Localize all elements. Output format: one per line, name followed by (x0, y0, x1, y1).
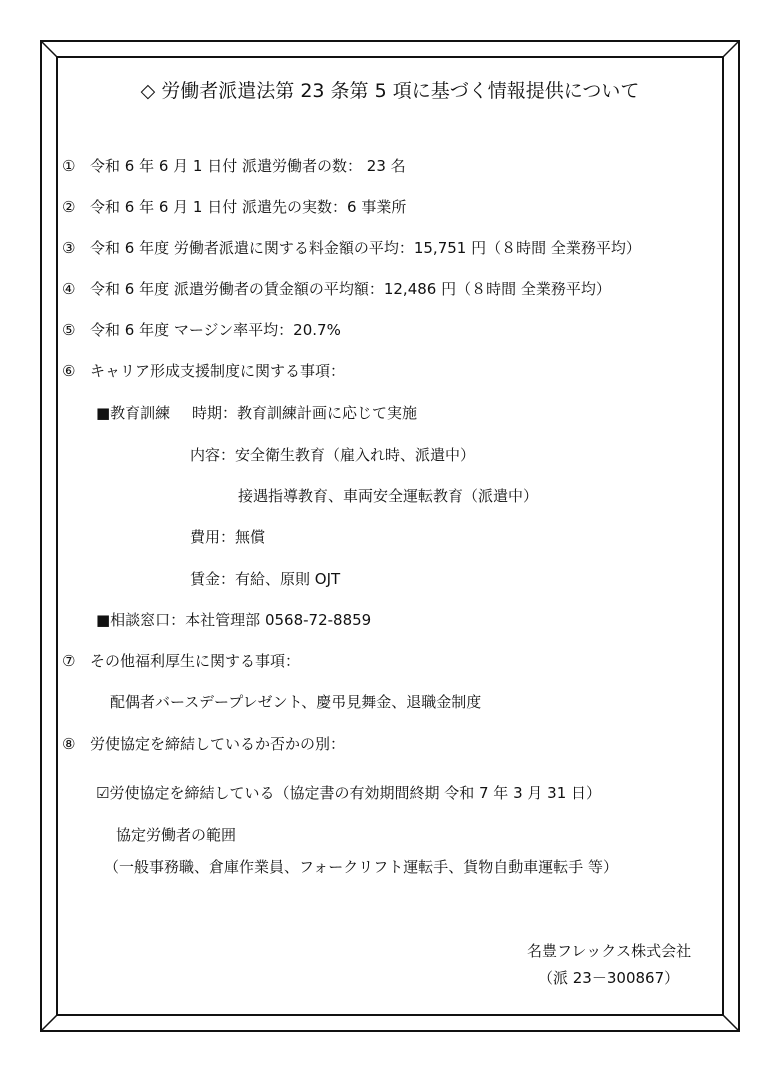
item-career-support: キャリア形成支援制度に関する事項： (90, 362, 346, 380)
company-name: 名豊フレックス株式会社 (527, 942, 692, 960)
item-dispatched-workers: 令和 6 年 6 月 1 日付 派遣労働者の数： 23 名 (90, 157, 406, 175)
item-number: ⑥ (62, 362, 76, 380)
item-number: ③ (62, 239, 76, 257)
item-average-wage: 令和 6 年度 派遣労働者の賃金額の平均額：12,486 円（８時間 全業務平均） (90, 280, 611, 298)
item-number: ⑦ (62, 652, 76, 670)
welfare-details: 配偶者バースデープレゼント、慶弔見舞金、退職金制度 (110, 693, 482, 711)
item-welfare: その他福利厚生に関する事項： (90, 652, 301, 670)
item-number: ④ (62, 280, 76, 298)
consultation-desk: ■相談窓口：本社管理部 0568-72-8859 (96, 611, 372, 629)
agreement-status: ☑労使協定を締結している（協定書の有効期間終期 令和 7 年 3 月 31 日） (96, 784, 602, 802)
training-period: 時期：教育訓練計画に応じて実施 (192, 404, 418, 422)
item-number: ① (62, 157, 76, 175)
item-client-count: 令和 6 年 6 月 1 日付 派遣先の実数：6 事業所 (90, 198, 407, 216)
page-title: ◇ 労働者派遣法第 23 条第 5 項に基づく情報提供について (140, 80, 640, 102)
agreement-scope-title: 協定労働者の範囲 (116, 826, 237, 844)
item-number: ⑤ (62, 321, 76, 339)
training-content-continued: 接遇指導教育、車両安全運転教育（派遣中） (238, 487, 539, 505)
training-content: 内容：安全衛生教育（雇入れ時、派遣中） (190, 446, 476, 464)
training-wage: 賃金：有給、原則 OJT (190, 570, 341, 588)
company-license: （派 23－300867） (538, 969, 680, 987)
training-label: ■教育訓練 (96, 404, 171, 422)
item-labor-agreement: 労使協定を締結しているか否かの別： (90, 735, 346, 753)
item-average-fee: 令和 6 年度 労働者派遣に関する料金額の平均：15,751 円（８時間 全業務平均） (90, 239, 641, 257)
item-margin-rate: 令和 6 年度 マージン率平均：20.7% (90, 321, 341, 339)
item-number: ⑧ (62, 735, 76, 753)
item-number: ② (62, 198, 76, 216)
agreement-scope: （一般事務職、倉庫作業員、フォークリフト運転手、貨物自動車運転手 等） (104, 858, 619, 876)
training-cost: 費用：無償 (190, 528, 266, 546)
